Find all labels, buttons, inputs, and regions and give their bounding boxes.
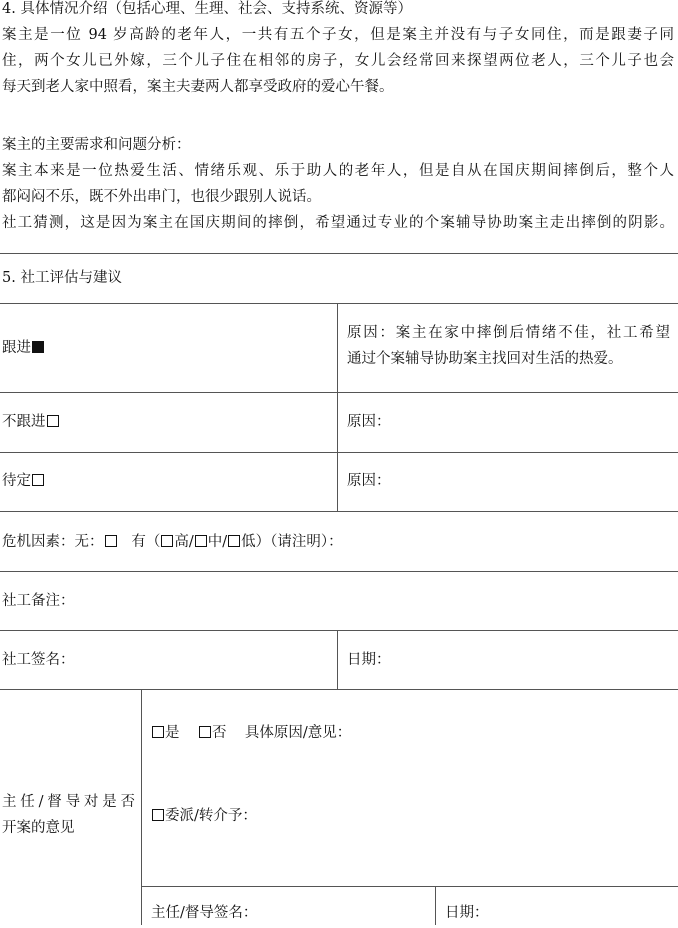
follow-up-label: 跟进 <box>2 340 31 356</box>
delegate-option <box>151 801 257 831</box>
reason-line: 原因：案主在家中摔倒后情绪不佳，社工希望 <box>347 325 670 341</box>
para1-line: 每天到老人家中照看，案主夫妻两人都享受政府的爱心午餐。 <box>2 79 394 95</box>
date-label: 日期： <box>347 652 391 668</box>
crisis-high-checkbox-icon[interactable] <box>161 535 173 547</box>
checkbox-icon[interactable] <box>32 474 44 486</box>
divider <box>0 630 678 631</box>
column-divider <box>337 630 338 689</box>
divider <box>0 511 678 512</box>
section-5-heading: 5. 社工评估与建议 <box>2 270 122 286</box>
crisis-high: 高/ <box>174 534 194 550</box>
crisis-factors <box>2 527 343 557</box>
needs-heading: 案主的主要需求和问题分析： <box>2 137 191 153</box>
divider <box>0 392 678 393</box>
crisis-low: 低）（请注明）： <box>241 534 343 550</box>
column-divider <box>337 303 338 511</box>
supervisor-label-line: 开案的意见 <box>2 820 75 836</box>
divider <box>0 571 678 572</box>
crisis-have: 有（ <box>131 534 161 550</box>
checked-box-icon[interactable] <box>32 341 44 353</box>
divider <box>0 253 678 254</box>
no-follow-up-reason: 原因： <box>347 414 391 430</box>
para1-line: 住，两个女儿已外嫁，三个儿子住在相邻的房子，女儿会经常回来探望两位老人，三个儿子也会 <box>2 53 674 69</box>
needs-analysis <box>2 132 674 236</box>
supervisor-label-line: 主任/督导对是否 <box>2 794 135 810</box>
column-divider <box>141 689 142 925</box>
column-divider <box>435 886 436 925</box>
checkbox-icon[interactable] <box>47 415 59 427</box>
delegate-checkbox-icon[interactable] <box>152 809 164 821</box>
crisis-prefix: 危机因素：无： <box>2 534 104 550</box>
supervisor-date-label: 日期： <box>445 905 489 921</box>
section-4-heading: 4. 具体情况介绍（包括心理、生理、社会、支持系统、资源等） <box>2 1 412 17</box>
yes-checkbox-icon[interactable] <box>152 726 164 738</box>
no-checkbox-icon[interactable] <box>199 726 211 738</box>
para2-line: 社工猜测，这是因为案主在国庆期间的摔倒，希望通过专业的个案辅导协助案主走出摔倒的阴影。 <box>2 215 674 231</box>
follow-up-option[interactable] <box>2 333 45 363</box>
divider <box>0 452 678 453</box>
crisis-none-checkbox-icon[interactable] <box>105 535 117 547</box>
para2-line: 都闷闷不乐，既不外出串门，也很少跟别人说话。 <box>2 189 321 205</box>
signature-label: 社工签名： <box>2 652 75 668</box>
supervisor-label <box>2 789 135 841</box>
no-follow-up-option[interactable] <box>2 407 60 437</box>
follow-up-reason <box>347 320 670 372</box>
pending-label: 待定 <box>2 473 31 489</box>
open-case-choice <box>151 718 351 748</box>
yes-label: 是 <box>165 725 180 741</box>
divider <box>142 886 678 887</box>
reason-line: 通过个案辅导协助案主找回对生活的热爱。 <box>347 351 623 367</box>
no-label: 否 <box>211 725 227 741</box>
delegate-label: 委派/转介予： <box>165 808 257 824</box>
crisis-low-checkbox-icon[interactable] <box>228 535 240 547</box>
crisis-mid-checkbox-icon[interactable] <box>195 535 207 547</box>
no-follow-up-label: 不跟进 <box>2 414 46 430</box>
reason-label: 具体原因/意见： <box>244 725 352 741</box>
para2-line: 案主本来是一位热爱生活、情绪乐观、乐于助人的老年人，但是自从在国庆期间摔倒后，整个人 <box>2 163 674 179</box>
supervisor-signature-label: 主任/督导签名： <box>151 905 258 921</box>
pending-reason: 原因： <box>347 473 391 489</box>
pending-option[interactable] <box>2 466 45 496</box>
remarks-label: 社工备注： <box>2 593 75 609</box>
para1-line: 案主是一位 94 岁高龄的老年人，一共有五个子女，但是案主并没有与子女同住，而是跟妻子同 <box>2 27 674 43</box>
section-4 <box>2 0 674 100</box>
crisis-mid: 中/ <box>207 534 228 550</box>
divider <box>0 303 678 304</box>
divider <box>0 689 678 690</box>
